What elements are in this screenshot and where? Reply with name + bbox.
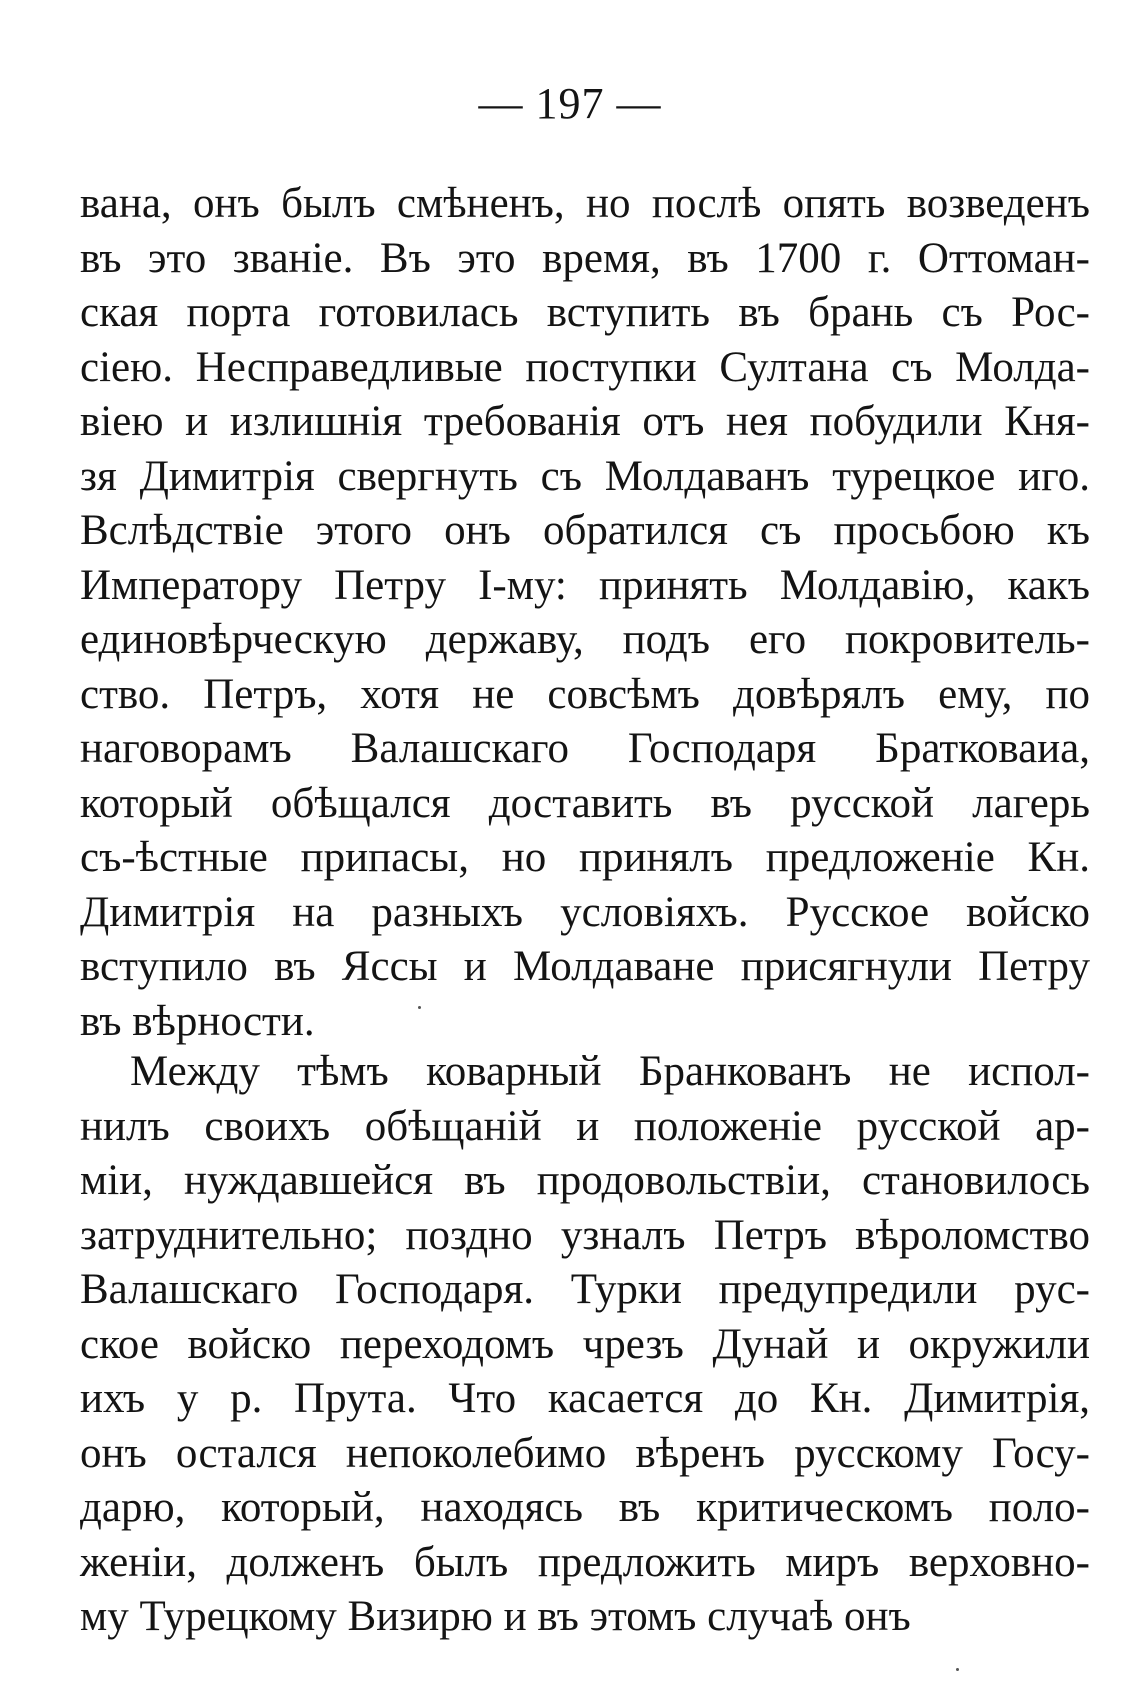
text-line: міи, нуждавшейся въ продовольствіи, становилось <box>80 1157 1090 1204</box>
text-line: вступило въ Яссы и Молдаване присягнули Петру <box>80 943 1090 990</box>
text-line: въ это званіе. Въ это время, въ 1700 г. Оттоман- <box>80 234 1090 282</box>
text-line: съ-ѣстные припасы, но принялъ предложеніе Кн. <box>80 834 1090 881</box>
text-line: Валашскаго Господаря. Турки предупредили рус- <box>80 1266 1090 1313</box>
text-line: онъ остался непоколебимо вѣренъ русскому Госу- <box>80 1429 1090 1477</box>
text-line: ская порта готовилась вступить въ брань съ Рос- <box>80 289 1090 336</box>
text-line: Вслѣдствіе этого онъ обратился съ просьбою къ <box>80 507 1090 554</box>
text-line: въ вѣрности. <box>80 997 315 1045</box>
text-line: нилъ своихъ обѣщаній и положеніе русской ар- <box>80 1102 1090 1150</box>
paragraph <box>80 1045 1090 1645</box>
ink-speck <box>956 1668 959 1671</box>
text-line: дарю, который, находясь въ критическомъ поло- <box>80 1484 1090 1531</box>
text-line: му Турецкому Визирю и въ этомъ случаѣ онъ <box>80 1593 911 1640</box>
text-line: который обѣщался доставить въ русской лагерь <box>80 779 1090 827</box>
text-line: наговорамъ Валашскаго Господаря Братковаиа, <box>80 725 1090 772</box>
text-line: віею и излишнія требованія отъ нея побудили Кня- <box>80 398 1090 445</box>
page-number: — 197 — <box>478 79 662 128</box>
text-line: сіею. Несправедливые поступки Султана съ Молда- <box>80 343 1090 391</box>
paragraph <box>80 177 1090 1049</box>
text-line: затруднительно; поздно узналъ Петръ вѣроломство <box>80 1211 1090 1259</box>
ink-speck <box>418 1006 421 1009</box>
text-line: вана, онъ былъ смѣненъ, но послѣ опять возведенъ <box>80 180 1090 227</box>
text-line: зя Димитрія свергнуть съ Молдаванъ турецкое иго. <box>80 452 1090 500</box>
text-line: ство. Петръ, хотя не совсѣмъ довѣрялъ ему, по <box>80 670 1090 718</box>
text-line: Императору Петру І-му: принять Молдавію, какъ <box>80 561 1090 609</box>
text-line: ское войско переходомъ чрезъ Дунай и окружили <box>80 1320 1090 1368</box>
text-line: женіи, долженъ былъ предложить миръ верховно- <box>80 1538 1090 1586</box>
text-line: Между тѣмъ коварный Бранкованъ не испол- <box>130 1048 1090 1095</box>
text-line: единовѣрческую державу, подъ его покровитель- <box>80 616 1090 663</box>
text-line: Димитрія на разныхъ условіяхъ. Русское войско <box>80 888 1090 936</box>
text-line: ихъ у р. Прута. Что касается до Кн. Димитрія, <box>80 1375 1090 1422</box>
